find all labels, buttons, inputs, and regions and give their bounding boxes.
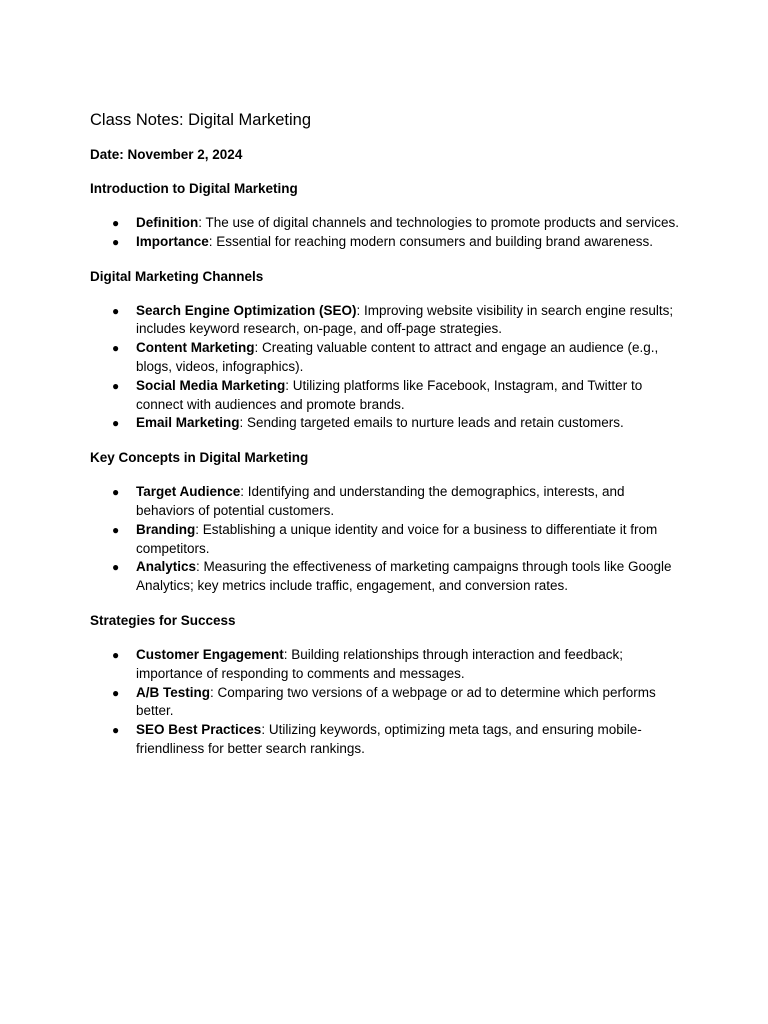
document-page: [90, 110, 680, 759]
section-heading: Key Concepts in Digital Marketing: [90, 450, 309, 466]
bullet-icon: ●: [112, 216, 120, 230]
item-description: : The use of digital channels and technologies to promote products and services.: [198, 215, 680, 230]
list-item: [90, 521, 680, 559]
bullet-icon: ●: [112, 560, 120, 575]
bullet-icon: ●: [112, 378, 120, 393]
section-heading: Introduction to Digital Marketing: [90, 181, 298, 196]
list-item: [90, 558, 680, 596]
bullet-list: [90, 483, 680, 596]
item-term: Definition: [136, 215, 199, 230]
item-term: Search Engine Optimization (SEO): [136, 302, 357, 318]
item-description: : Utilizing platforms like Facebook, Instagram, and Twitter to connect with audiences and promote brands.: [136, 377, 643, 412]
bullet-icon: ●: [112, 485, 120, 500]
list-item: [90, 339, 680, 377]
item-term: A/B Testing: [136, 684, 210, 700]
section-heading: Digital Marketing Channels: [90, 268, 264, 284]
bullet-icon: ●: [112, 647, 120, 662]
item-description: : Building relationships through interaction and feedback; importance of responding to comments and messages.: [136, 646, 624, 681]
section: [90, 180, 680, 252]
item-term: Content Marketing: [136, 340, 255, 356]
item-description: : Creating valuable content to attract and engage an audience (e.g., blogs, videos, infographics).: [136, 340, 659, 374]
bullet-icon: ●: [112, 685, 120, 700]
section-heading: Strategies for Success: [90, 612, 236, 628]
bullet-list: [90, 646, 680, 759]
bullet-list: [90, 214, 680, 252]
list-item: [90, 414, 680, 433]
list-item: [90, 684, 680, 722]
bullet-icon: ●: [112, 234, 120, 249]
item-term: Email Marketing: [136, 415, 240, 431]
section: [90, 449, 680, 596]
item-term: Customer Engagement: [136, 646, 284, 662]
item-term: SEO Best Practices: [136, 722, 262, 738]
item-description: : Sending targeted emails to nurture leads and retain customers.: [239, 415, 624, 431]
bullet-icon: ●: [112, 522, 120, 537]
item-term: Importance: [136, 233, 209, 249]
bullet-icon: ●: [112, 303, 120, 318]
item-term: Analytics: [136, 559, 197, 575]
list-item: [90, 233, 680, 252]
item-description: : Comparing two versions of a webpage or ad to determine which performs better.: [136, 684, 656, 719]
bullet-list: [90, 302, 680, 434]
item-description: : Establishing a unique identity and voice for a business to differentiate it from competitors.: [136, 521, 658, 556]
list-item: [90, 646, 680, 684]
section: [90, 612, 680, 759]
list-item: [90, 483, 680, 521]
bullet-icon: ●: [112, 341, 120, 356]
item-description: : Identifying and understanding the demographics, interests, and behaviors of potential customers.: [136, 484, 625, 518]
list-item: [90, 214, 680, 233]
item-description: : Measuring the effectiveness of marketing campaigns through tools like Google Analytics; key metrics include traffic, engagement, and conversion rates.: [136, 559, 672, 594]
section: [90, 268, 680, 434]
document-title: Class Notes: Digital Marketing: [90, 111, 311, 129]
item-description: : Utilizing keywords, optimizing meta tags, and ensuring mobile-friendliness for better search rankings.: [136, 722, 642, 756]
item-term: Branding: [136, 521, 196, 537]
bullet-icon: ●: [112, 416, 120, 431]
list-item: [90, 302, 680, 340]
sections-container: [90, 180, 680, 759]
list-item: [90, 721, 680, 759]
item-term: Target Audience: [136, 484, 241, 500]
bullet-icon: ●: [112, 723, 120, 738]
list-item: [90, 377, 680, 415]
date-line: Date: November 2, 2024: [90, 147, 243, 162]
item-term: Social Media Marketing: [136, 377, 286, 393]
item-description: : Essential for reaching modern consumers and building brand awareness.: [208, 233, 654, 249]
item-description: : Improving website visibility in search engine results; includes keyword research, on-page, and off-page strategies.: [136, 302, 674, 337]
